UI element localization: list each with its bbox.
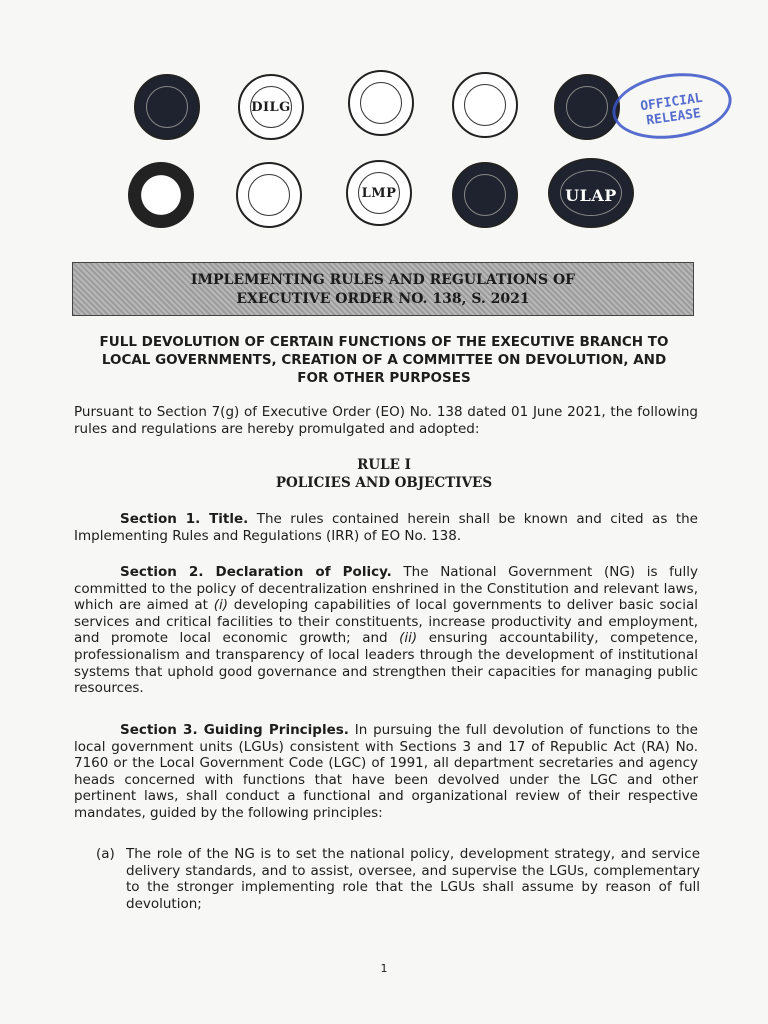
section-1 (74, 511, 698, 544)
banner-line-1: IMPLEMENTING RULES AND REGULATIONS OF (190, 272, 576, 288)
section-2-marker-i: (i) (213, 597, 228, 614)
banner-line-2: EXECUTIVE ORDER NO. 138, S. 2021 (236, 291, 530, 307)
section-2-body-c: ensuring accountability, competence, professionalism and transparency of local leaders through the development of institutional systems that uphold good governance and strengthen their capacities for managing public resources. (74, 630, 698, 697)
section-2-heading: Section 2. Declaration of Policy. (120, 564, 392, 580)
section-2-body-b: developing capabilities of local governments to deliver basic social services and critical facilities to their constituents, increase productivity and employment, and promote local economic growth; and (74, 597, 698, 647)
document-title (74, 333, 694, 387)
rule-heading (74, 456, 694, 492)
title-line-3: FOR OTHER PURPOSES (297, 370, 471, 386)
dilg-seal-icon (238, 74, 304, 140)
title-line-1: FULL DEVOLUTION OF CERTAIN FUNCTIONS OF THE EXECUTIVE BRANCH TO (99, 334, 669, 350)
dilg-seal-text: DILG (251, 100, 291, 115)
section-2-marker-ii: (ii) (399, 630, 418, 647)
rule-number: RULE I (357, 457, 411, 473)
league-municipalities-seal-icon (346, 160, 412, 226)
list-item-text: The role of the NG is to set the national policy, development strategy, and service delivery standards, and to assist, oversee, and supervise the LGUs, complementary to the stronger implementing role that the LGUs shall assume by reason of full devolution; (126, 846, 700, 912)
section-2 (74, 564, 698, 697)
section-1-body: The rules contained herein shall be known and cited as the Implementing Rules and Regulations (IRR) of EO No. 138. (74, 511, 698, 544)
section-3-heading: Section 3. Guiding Principles. (120, 722, 349, 738)
ulap-seal-icon (548, 158, 634, 228)
section-1-heading: Section 1. Title. (120, 511, 249, 527)
rule-name: POLICIES AND OBJECTIVES (275, 475, 493, 491)
title-line-2: LOCAL GOVERNMENTS, CREATION OF A COMMITTEE ON DEVOLUTION, AND (101, 352, 667, 368)
official-release-stamp: OFFICIAL RELEASE (608, 66, 736, 146)
lpp-seal-icon (452, 162, 518, 228)
list-item-label: (a) (96, 846, 115, 862)
page-number: 1 (380, 962, 388, 975)
lmp-seal-text: LMP (361, 186, 397, 201)
section-3-body: In pursuing the full devolution of functions to the local government units (LGUs) consistent with Sections 3 and 17 of Republic Act (RA) No. 7160 or the Local Government Code (LGC) of 1991, all department secretaries and agency heads concerned with functions that have been devolved under the LGC and other pertinent laws, shall conduct a functional and organizational review of their respective mandates, guided by the following principles: (74, 722, 698, 821)
lcp-seal-icon (236, 162, 302, 228)
document-banner (72, 262, 694, 316)
ph-seal-icon (128, 162, 194, 228)
ulap-seal-text: ULAP (565, 186, 617, 205)
list-item (96, 846, 700, 912)
dof-seal-icon (348, 70, 414, 136)
lmp-seal-icon (554, 74, 620, 140)
preamble: Pursuant to Section 7(g) of Executive Order (EO) No. 138 dated 01 June 2021, the following rules and regulations are hereby promulgated and adopted: (74, 404, 698, 437)
section-2-body-a: The National Government (NG) is fully committed to the policy of decentralization enshrined in the Constitution and relevant laws, which are aimed at (74, 564, 698, 614)
nccc-seal-icon (452, 72, 518, 138)
section-3 (74, 722, 698, 822)
agency-logos (120, 58, 704, 248)
dbm-seal-icon (134, 74, 200, 140)
